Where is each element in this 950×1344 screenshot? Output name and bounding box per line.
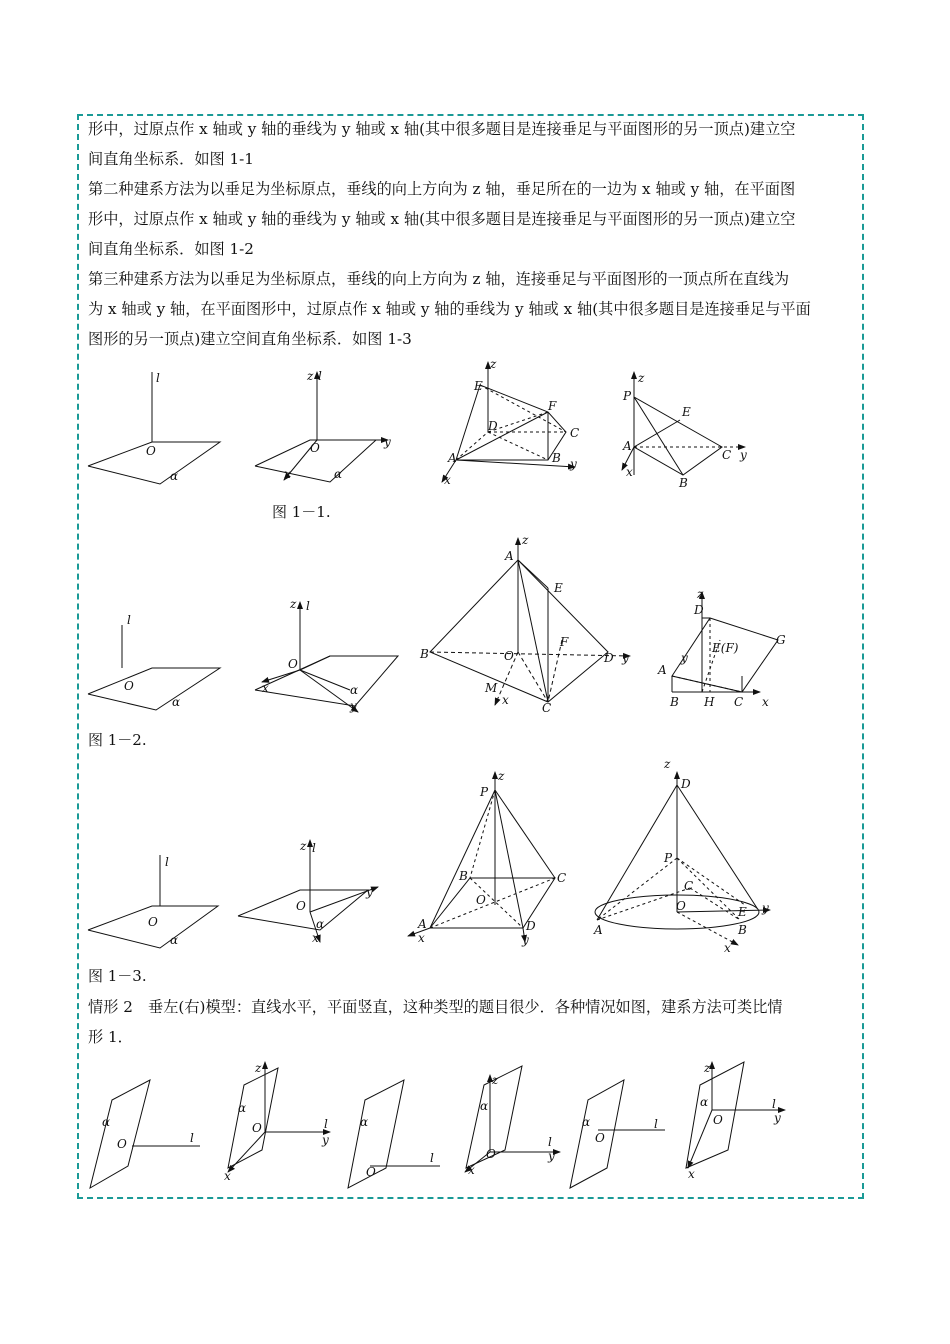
label-A: A (448, 451, 457, 465)
label-F: F (560, 635, 569, 649)
label-l: l (306, 599, 310, 613)
label-l: l (318, 369, 322, 383)
label-y: y (384, 435, 391, 449)
label-l: l (165, 855, 169, 869)
label-l: l (548, 1135, 552, 1149)
label-O: O (366, 1165, 376, 1179)
label-O: O (476, 893, 486, 907)
paragraph-line: 形 1． (88, 1028, 133, 1046)
label-O: O (146, 444, 156, 458)
label-z: z (290, 597, 297, 611)
label-A: A (594, 923, 603, 937)
case2-a-diagram (90, 1080, 200, 1188)
label-O: O (148, 915, 158, 929)
fig3-a-diagram (88, 855, 218, 948)
paragraph-line: 图形的另一顶点)建立空间直角坐标系．如图 1-3 (88, 330, 412, 348)
label-O: O (713, 1113, 723, 1127)
label-A: A (418, 917, 427, 931)
label-P: P (664, 851, 673, 865)
label-D: D (681, 777, 691, 791)
label-y: y (681, 651, 688, 665)
label-E: E (474, 379, 483, 393)
case2-f-diagram (686, 1062, 785, 1168)
label-x: x (468, 1163, 475, 1177)
label-z: z (490, 357, 497, 371)
paragraph-line: 间直角坐标系．如图 1-1 (88, 150, 254, 168)
paragraph-line: 形中，过原点作 x 轴或 y 轴的垂线为 y 轴或 x 轴(其中很多题目是连接垂足与平面图形的另一顶点)建立空 (88, 120, 796, 138)
paragraph-line: 第二种建系方法为以垂足为坐标原点，垂线的向上方向为 z 轴，垂足所在的一边为 x 轴或 y 轴，在平面图 (88, 180, 796, 198)
label-C: C (722, 448, 732, 462)
fig1-b-diagram (255, 372, 388, 482)
fig3-d-diagram (595, 772, 770, 945)
label-G: G (776, 633, 786, 647)
label-x: x (312, 931, 319, 945)
label-F: F (548, 399, 557, 413)
label-D: D (694, 603, 704, 617)
label-alpha: α (170, 933, 179, 947)
label-alpha: α (360, 1115, 369, 1129)
label-z: z (664, 757, 671, 771)
label-x: x (688, 1167, 695, 1181)
label-O: O (486, 1147, 496, 1161)
label-alpha: α (102, 1115, 111, 1129)
label-D: D (488, 419, 498, 433)
label-B: B (679, 476, 688, 490)
label-E: E (738, 905, 747, 919)
label-EF: E(F) (712, 641, 739, 655)
label-x: x (444, 473, 451, 487)
label-O: O (252, 1121, 262, 1135)
label-alpha: α (582, 1115, 591, 1129)
label-alpha: α (172, 695, 181, 709)
fig1-a-diagram (88, 372, 220, 484)
paragraph-line: 间直角坐标系．如图 1-2 (88, 240, 254, 258)
paragraph-line: 情形 2 垂左(右)模型：直线水平，平面竖直，这种类型的题目很少．各种情况如图，建系方法可类比情 (88, 998, 783, 1016)
label-l: l (430, 1151, 434, 1165)
caption-fig1: 图 1－1. (272, 503, 331, 521)
label-y: y (322, 1133, 329, 1147)
label-x: x (284, 467, 291, 481)
label-y: y (774, 1111, 781, 1125)
paragraph-line: 第三种建系方法为以垂足为坐标原点，垂线的向上方向为 z 轴，连接垂足与平面图形的一顶点所在直线为 (88, 270, 790, 288)
case2-e-diagram (570, 1080, 665, 1188)
label-z: z (697, 587, 704, 601)
label-O: O (117, 1137, 127, 1151)
label-D: D (604, 651, 614, 665)
case2-b-diagram (228, 1062, 330, 1172)
label-l: l (324, 1117, 328, 1131)
label-alpha: α (238, 1101, 247, 1115)
label-z: z (638, 371, 645, 385)
label-B: B (738, 923, 747, 937)
label-y: y (762, 901, 769, 915)
label-B: B (552, 451, 561, 465)
label-B: B (420, 647, 429, 661)
label-C: C (734, 695, 744, 709)
label-x: x (262, 681, 269, 695)
label-B: B (670, 695, 679, 709)
label-x: x (224, 1169, 231, 1183)
label-z: z (498, 769, 505, 783)
label-x: x (502, 693, 509, 707)
fig2-a-diagram (88, 625, 220, 710)
paragraph-line: 形中，过原点作 x 轴或 y 轴的垂线为 y 轴或 x 轴(其中很多题目是连接垂足与平面图形的另一顶点)建立空 (88, 210, 796, 228)
label-x: x (418, 931, 425, 945)
label-x: x (626, 465, 633, 479)
label-y: y (350, 699, 357, 713)
label-A: A (505, 549, 514, 563)
label-B: B (459, 869, 468, 883)
label-C: C (570, 426, 580, 440)
label-D: D (526, 919, 536, 933)
label-P: P (623, 389, 632, 403)
case2-c-diagram (348, 1080, 440, 1188)
label-y: y (522, 933, 529, 947)
label-l: l (127, 613, 131, 627)
label-l: l (190, 1131, 194, 1145)
label-P: P (480, 785, 489, 799)
label-C: C (684, 879, 694, 893)
fig2-b-diagram (255, 602, 398, 712)
label-l: l (654, 1117, 658, 1131)
label-y: y (548, 1149, 555, 1163)
label-alpha: α (700, 1095, 709, 1109)
label-A: A (658, 663, 667, 677)
label-y: y (740, 448, 747, 462)
label-O: O (310, 441, 320, 455)
label-alpha: α (170, 469, 179, 483)
label-y: y (366, 885, 373, 899)
label-alpha: α (480, 1099, 489, 1113)
label-z: z (307, 369, 314, 383)
label-E: E (682, 405, 691, 419)
label-O: O (288, 657, 298, 671)
label-z: z (492, 1073, 499, 1087)
label-M: M (485, 681, 498, 695)
label-l: l (772, 1097, 776, 1111)
label-y: y (570, 457, 577, 471)
label-alpha: α (334, 467, 343, 481)
label-H: H (704, 695, 715, 709)
paragraph-line: 为 x 轴或 y 轴，在平面图形中，过原点作 x 轴或 y 轴的垂线为 y 轴或 x 轴(其中很多题目是连接垂足与平面 (88, 300, 811, 318)
label-O: O (595, 1131, 605, 1145)
label-C: C (557, 871, 567, 885)
label-l: l (312, 841, 316, 855)
label-O: O (124, 679, 134, 693)
label-E: E (554, 581, 563, 595)
label-l: l (156, 371, 160, 385)
label-z: z (300, 839, 307, 853)
label-z: z (704, 1061, 711, 1075)
fig3-b-diagram (238, 840, 378, 942)
label-x: x (762, 695, 769, 709)
case2-d-diagram (465, 1066, 560, 1172)
label-O: O (296, 899, 306, 913)
label-C: C (542, 701, 552, 715)
label-y: y (622, 651, 629, 665)
fig2-c-diagram (430, 538, 630, 705)
label-O: O (504, 649, 514, 663)
label-A: A (623, 439, 632, 453)
caption-fig2: 图 1－2. (88, 731, 147, 749)
label-z: z (522, 533, 529, 547)
label-x: x (724, 941, 731, 955)
label-alpha: α (350, 683, 359, 697)
label-alpha: α (316, 917, 325, 931)
label-z: z (255, 1061, 262, 1075)
caption-fig3: 图 1－3. (88, 967, 147, 985)
label-O: O (676, 899, 686, 913)
